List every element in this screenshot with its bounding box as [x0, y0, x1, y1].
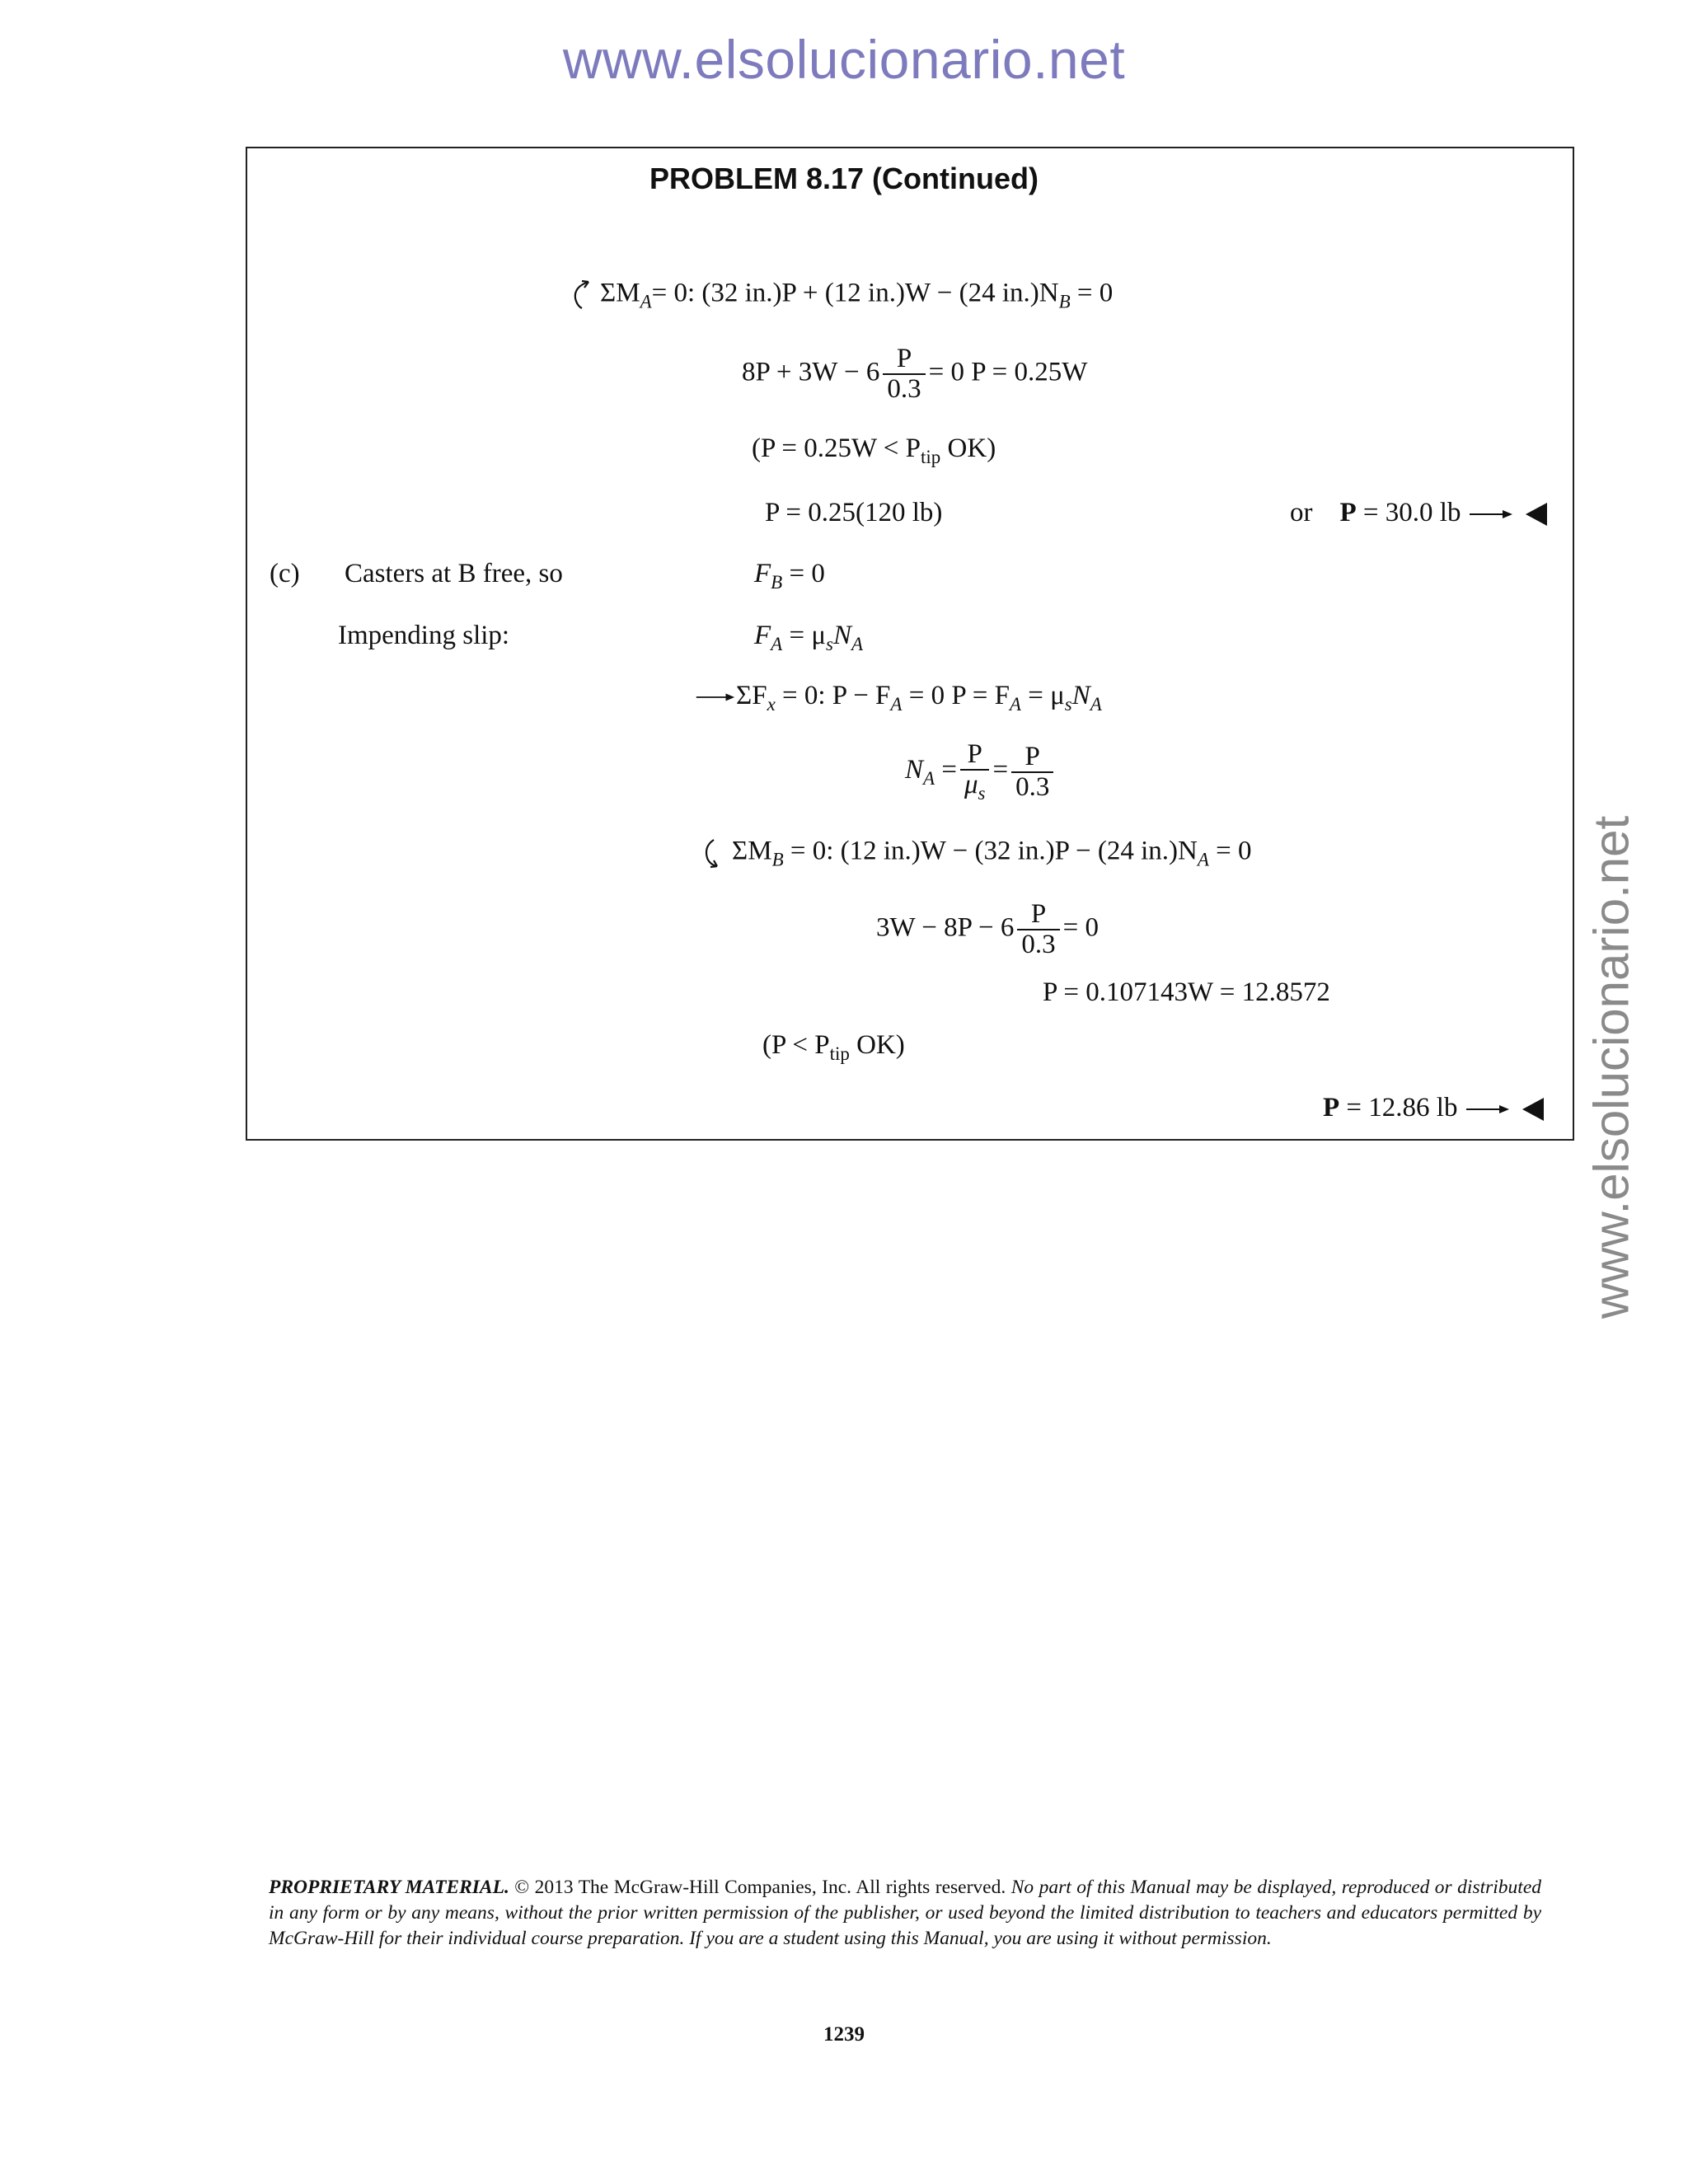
rhs2: = 0 P = F	[902, 681, 1010, 710]
sub-a: A	[771, 634, 783, 654]
denominator: 0.3	[1021, 930, 1056, 959]
impending-slip-label	[338, 622, 509, 649]
answer-value: = 30.0 lb	[1356, 498, 1461, 527]
n: N	[1071, 681, 1090, 710]
numerator: P	[883, 344, 925, 375]
f: F	[754, 621, 771, 650]
eq-left: 3W − 8P − 6	[876, 912, 1015, 943]
end-mark-icon	[1522, 1098, 1544, 1121]
rhs: = 0: (12 in.)W − (32 in.)P − (24 in.)N	[783, 836, 1198, 866]
eq-p-value	[765, 499, 942, 527]
denominator	[960, 771, 990, 804]
eq-text: = 0: (32 in.)P + (12 in.)W − (24 in.)N	[651, 278, 1059, 308]
notice-text: No part of this Manual may be displayed, reproduced or distributed in any form or by any means, without the prior written permission of the publisher, or used beyond the limited distribution to teachers and educators permitted by McGraw-Hill for their individual course preparation. If you are a student using this Manual, you are using it without permission.	[269, 1877, 1542, 1949]
notice-copyright: © 2013 The McGraw-Hill Companies, Inc. All rights reserved.	[509, 1877, 1011, 1898]
eq-p-tip-check-1	[752, 435, 996, 466]
text: Impending slip:	[338, 621, 510, 650]
eq-fa	[754, 622, 863, 654]
eq-sum-fx	[695, 682, 1102, 714]
sigma-f: ΣF	[736, 681, 767, 710]
eq-3w-8p	[876, 900, 1099, 959]
eq-right: = 0 P = 0.25W	[928, 357, 1088, 387]
notice-lead: PROPRIETARY MATERIAL.	[269, 1877, 509, 1898]
rhs: = 0	[782, 559, 825, 588]
n: N	[833, 621, 852, 650]
eq-na	[905, 740, 1057, 804]
bold-p: P	[1323, 1093, 1340, 1122]
answer-value: = 12.86 lb	[1339, 1093, 1458, 1122]
sigma-m: ΣM	[600, 278, 640, 308]
label: (c)	[270, 559, 300, 588]
sub-a: A	[851, 634, 864, 654]
denominator: 0.3	[1015, 771, 1050, 802]
text: P = 0.107143W = 12.8572	[1043, 977, 1330, 1007]
proprietary-notice	[269, 1875, 1541, 1952]
rhs3: = μ	[1020, 681, 1065, 710]
eq-p-tip-check-2	[762, 1032, 905, 1063]
rhs: = 0: P − F	[775, 681, 891, 710]
eq-left: P = 0.25(120 lb)	[765, 498, 943, 527]
cw-moment-icon	[702, 837, 727, 869]
sub-b: B	[771, 572, 783, 593]
end: = 0	[1208, 836, 1252, 866]
eq-right: OK)	[940, 434, 996, 463]
sub-a: A	[923, 768, 935, 790]
watermark-side: www.elsolucionario.net	[1583, 815, 1639, 1319]
end-mark-icon	[1526, 503, 1547, 526]
eq-fb-zero	[754, 560, 825, 592]
part-c-text	[345, 560, 563, 588]
mu: μ	[964, 770, 978, 799]
answer-b	[1290, 499, 1547, 527]
problem-title: PROBLEM 8.17 (Continued)	[649, 162, 1039, 195]
n: N	[905, 755, 924, 785]
sub-s: s	[826, 634, 833, 654]
eq-sum-moments-b	[702, 837, 1252, 869]
eq-p-result	[1043, 979, 1330, 1006]
eq-left: (P < P	[762, 1030, 830, 1060]
text: Casters at B free, so	[345, 559, 563, 588]
fraction	[960, 740, 990, 804]
eq-right: = 0	[1062, 912, 1100, 943]
sub-x: x	[767, 694, 776, 715]
part-c-label	[270, 560, 300, 588]
denominator: 0.3	[887, 374, 921, 404]
sub-tip: tip	[921, 447, 941, 467]
answer-c	[1323, 1094, 1544, 1122]
sub-tip: tip	[829, 1043, 850, 1064]
ccw-moment-icon	[570, 279, 595, 312]
sub-a: A	[1090, 694, 1102, 715]
sub-a: A	[1009, 694, 1021, 715]
eq-right: OK)	[849, 1030, 905, 1060]
sub-a: A	[1197, 849, 1209, 870]
sub-b: B	[771, 849, 784, 870]
sub-a: A	[890, 694, 903, 715]
watermark-top: www.elsolucionario.net	[562, 29, 1126, 90]
f: F	[754, 559, 771, 588]
sigma-m: ΣM	[732, 836, 772, 866]
sub-s: s	[978, 783, 986, 804]
equals: =	[992, 755, 1009, 785]
eq-left: 8P + 3W − 6	[742, 357, 880, 387]
right-arrow-icon	[1465, 1103, 1511, 1116]
or-label: or	[1290, 498, 1313, 527]
sub-s: s	[1064, 694, 1072, 715]
sub-a: A	[640, 291, 652, 312]
eq-end: = 0	[1070, 278, 1114, 308]
eq-8p-3w	[742, 344, 1087, 404]
numerator: P	[1011, 743, 1053, 773]
equals: =	[935, 755, 957, 785]
eq-left: (P = 0.25W < P	[752, 434, 921, 463]
numerator: P	[960, 740, 990, 771]
right-arrow-icon	[695, 691, 736, 704]
fraction	[1017, 900, 1059, 959]
fraction	[883, 344, 925, 404]
rhs: = μ	[782, 621, 827, 650]
bold-p: P	[1339, 498, 1357, 527]
fraction	[1011, 743, 1053, 802]
right-arrow-icon	[1468, 508, 1514, 521]
page-number: 1239	[823, 2023, 865, 2046]
numerator: P	[1017, 900, 1059, 930]
sub-b: B	[1058, 291, 1071, 312]
eq-sum-moments-a	[570, 279, 1113, 312]
